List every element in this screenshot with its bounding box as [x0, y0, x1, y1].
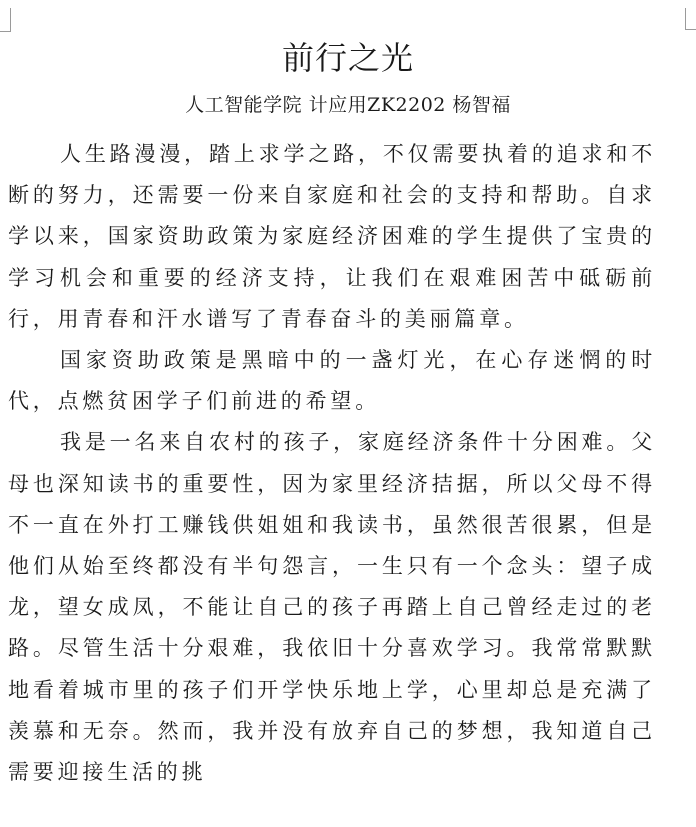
paragraph-2: 国家资助政策是黑暗中的一盏灯光，在心存迷惘的时代，点燃贫困学子们前进的希望。 — [8, 348, 656, 414]
paragraph-3: 我是一名来自农村的孩子，家庭经济条件十分困难。父母也深知读书的重要性，因为家里经济拮据，所以父母不得不一直在外打工赚钱供姐姐和我读书，虽然很苦很累，但是他们从始至终都没有半句怨言，一生只有一个念头：望子成龙，望女成凤，不能让自己的孩子再踏上自己曾经走过的老路。尽管生活十分艰难，我依旧十分喜欢学习。我常常默默地看着城市里的孩子们开学快乐地上学，心里却总是充满了羡慕和无奈。然而，我并没有放弃自己的梦想，我知道自己需要迎接生活的挑 — [8, 430, 656, 785]
author-byline: 人工智能学院 计应用ZK2202 杨智福 — [185, 94, 511, 116]
document-title: 前行之光 — [281, 39, 414, 77]
margin-corner-mark-left-horizontal — [0, 31, 10, 32]
document-body — [8, 134, 656, 793]
margin-corner-mark-left — [10, 8, 11, 32]
margin-corner-mark-right-horizontal — [686, 29, 696, 30]
paragraph-1: 人生路漫漫，踏上求学之路，不仅需要执着的追求和不断的努力，还需要一份来自家庭和社会的支持和帮助。自求学以来，国家资助政策为家庭经济困难的学生提供了宝贵的学习机会和重要的经济支持，让我们在艰难困苦中砥砺前行，用青春和汗水谱写了青春奋斗的美丽篇章。 — [8, 142, 656, 331]
margin-corner-mark-right — [685, 8, 686, 30]
